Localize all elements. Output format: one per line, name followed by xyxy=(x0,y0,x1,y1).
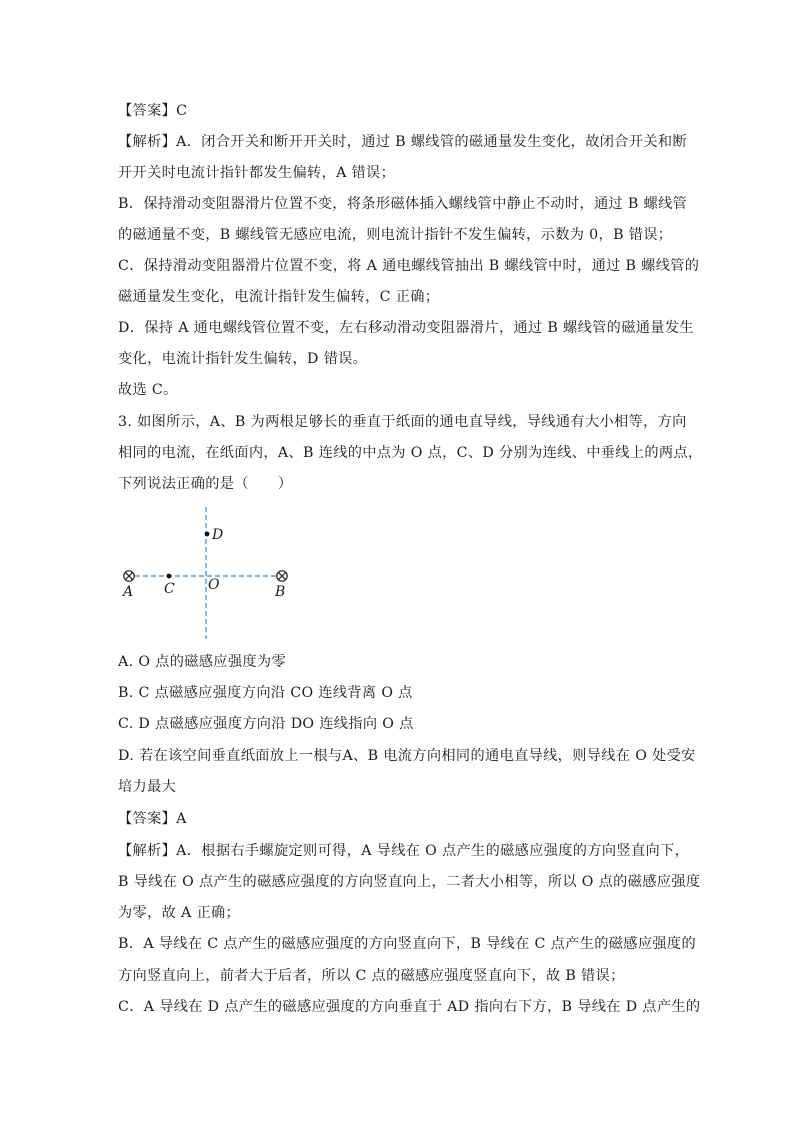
wire-diagram xyxy=(112,503,302,643)
option-b: B. C 点磁感应强度方向沿 CO 连线背离 O 点 xyxy=(118,685,413,701)
analysis-line: 故选 C。 xyxy=(118,382,178,398)
analysis-line: 方向竖直向上，前者大于后者，所以 C 点的磁感应强度竖直向下，故 B 错误； xyxy=(118,968,625,984)
question-stem-line: 相同的电流，在纸面内，A、B 连线的中点为 O 点，C、D 分别为连线、中垂线上的两点， xyxy=(118,445,703,461)
option-d-continued: 培力最大 xyxy=(118,779,177,795)
label-a: A xyxy=(123,584,134,600)
analysis-line: 变化，电流计指针发生偏转，D 错误。 xyxy=(118,351,368,367)
answer-line-2: 【答案】A xyxy=(118,811,187,827)
point-c xyxy=(167,574,172,579)
option-d: D. 若在该空间垂直纸面放上一根与A、B 电流方向相同的通电直导线，则导线在 O 处受安 xyxy=(118,748,696,764)
analysis-line: C．保持滑动变阻器滑片位置不变，将 A 通电螺线管抽出 B 螺线管中时，通过 B 螺线管的 xyxy=(118,258,700,274)
label-c: C xyxy=(164,581,175,597)
question-stem-line: 下列说法正确的是（ ） xyxy=(118,476,293,492)
label-b: B xyxy=(275,584,286,600)
analysis-line: B 导线在 O 点产生的磁感应强度的方向竖直向上，二者大小相等，所以 O 点的磁感应强度 xyxy=(118,874,701,890)
answer-line-1: 【答案】C xyxy=(118,103,188,119)
analysis-line: B．A 导线在 C 点产生的磁感应强度的方向竖直向下，B 导线在 C 点产生的磁感应强度的 xyxy=(118,936,696,952)
analysis-line: 【解析】A．闭合开关和断开开关时，通过 B 螺线管的磁通量发生变化，故闭合开关和断 xyxy=(118,134,687,150)
analysis-line: C．A 导线在 D 点产生的磁感应强度的方向垂直于 AD 指向右下方，B 导线在 D 点产生的 xyxy=(118,999,701,1015)
analysis-line: 【解析】A．根据右手螺旋定则可得，A 导线在 O 点产生的磁感应强度的方向竖直向下， xyxy=(118,843,690,859)
analysis-line: 的磁通量不变，B 螺线管无感应电流，则电流计指针不发生偏转，示数为 0，B 错误； xyxy=(118,227,673,243)
analysis-line: B．保持滑动变阻器滑片位置不变，将条形磁体插入螺线管中静止不动时，通过 B 螺线管 xyxy=(118,196,688,212)
label-o: O xyxy=(208,577,220,593)
option-a: A. O 点的磁感应强度为零 xyxy=(118,654,286,670)
analysis-line: D．保持 A 通电螺线管位置不变，左右移动滑动变阻器滑片，通过 B 螺线管的磁通量发生 xyxy=(118,320,694,336)
analysis-line: 开开关时电流计指针都发生偏转，A 错误； xyxy=(118,165,396,181)
label-d: D xyxy=(212,527,224,543)
wire-b-into-page-icon xyxy=(277,571,287,581)
question-stem-line: 3. 如图所示，A、B 为两根足够长的垂直于纸面的通电直导线，导线通有大小相等，方向 xyxy=(118,414,687,430)
point-d xyxy=(205,532,210,537)
analysis-line: 为零，故 A 正确； xyxy=(118,905,241,921)
option-c: C. D 点磁感应强度方向沿 DO 连线指向 O 点 xyxy=(118,716,414,732)
wire-a-into-page-icon xyxy=(124,571,134,581)
analysis-line: 磁通量发生变化，电流计指针发生偏转，C 正确； xyxy=(118,289,440,305)
